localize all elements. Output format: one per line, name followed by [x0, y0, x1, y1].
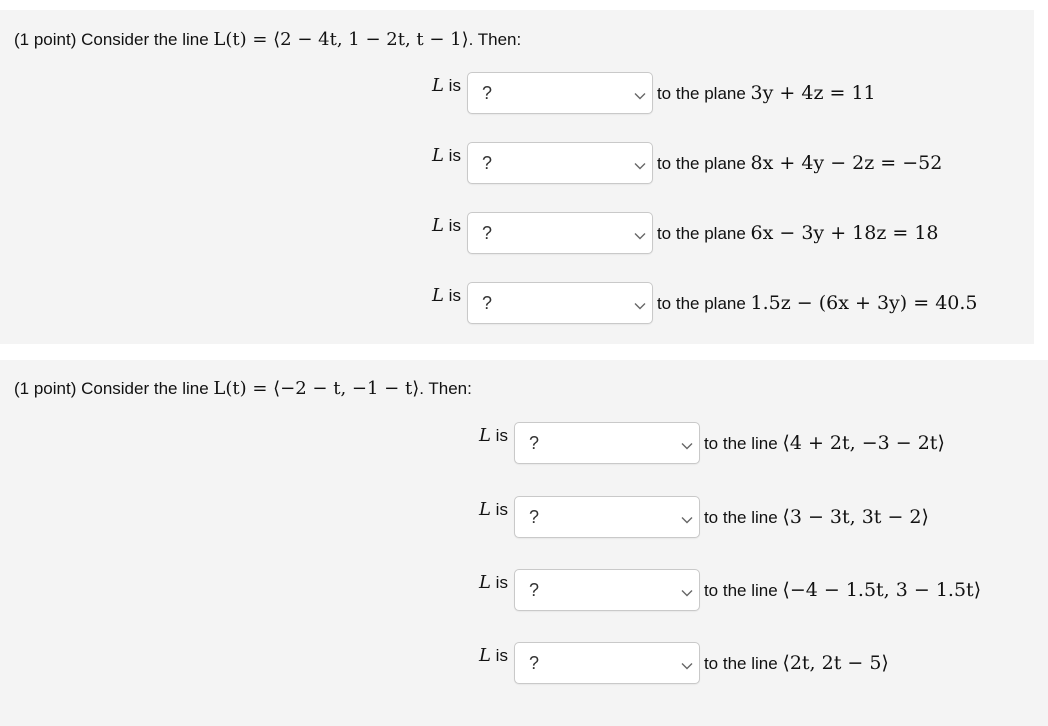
is-text: is [443, 286, 461, 305]
line-symbol: L [479, 645, 491, 666]
row-description [657, 82, 876, 104]
prompt-text: (1 point) Consider the line [14, 30, 214, 49]
chevron-down-icon [681, 584, 693, 592]
description-text: to the plane [656, 224, 751, 243]
row-description [704, 506, 929, 528]
chevron-down-icon [634, 227, 646, 235]
dropdown-value: ? [481, 293, 492, 313]
is-text: is [490, 500, 508, 519]
relation-dropdown[interactable] [467, 212, 653, 254]
row-description [704, 432, 945, 454]
row-label [432, 285, 461, 306]
answer-row [432, 282, 978, 324]
answer-row [432, 212, 939, 254]
line-symbol: L [432, 285, 444, 306]
problem-2-prompt [14, 378, 472, 399]
description-math: 6x − 3y + 18z = 18 [750, 222, 939, 244]
chevron-down-icon [634, 297, 646, 305]
is-text: is [443, 146, 461, 165]
row-description [657, 292, 978, 314]
prompt-math: L(t) = ⟨−2 − t, −1 − t⟩ [213, 378, 420, 399]
row-label [479, 645, 508, 666]
line-symbol: L [479, 499, 491, 520]
description-math: 8x + 4y − 2z = −52 [750, 152, 943, 174]
line-symbol: L [432, 215, 444, 236]
row-label [479, 499, 508, 520]
is-text: is [490, 573, 508, 592]
relation-dropdown[interactable] [514, 569, 700, 611]
description-text: to the plane [656, 84, 751, 103]
description-math: ⟨2t, 2t − 5⟩ [782, 652, 889, 674]
chevron-down-icon [681, 437, 693, 445]
description-text: to the line [703, 434, 783, 453]
row-description [657, 152, 942, 174]
answer-row [479, 569, 981, 611]
description-math: ⟨4 + 2t, −3 − 2t⟩ [782, 432, 945, 454]
row-label [479, 425, 508, 446]
relation-dropdown[interactable] [467, 142, 653, 184]
line-symbol: L [479, 425, 491, 446]
relation-dropdown[interactable] [514, 496, 700, 538]
prompt-math: L(t) = ⟨2 − 4t, 1 − 2t, t − 1⟩ [213, 29, 469, 50]
prompt-suffix: . Then: [419, 379, 472, 398]
problem-1 [0, 10, 1034, 344]
answer-row [432, 142, 942, 184]
dropdown-value: ? [528, 580, 539, 600]
description-text: to the line [703, 508, 783, 527]
description-text: to the plane [656, 294, 751, 313]
description-math: ⟨3 − 3t, 3t − 2⟩ [782, 506, 929, 528]
chevron-down-icon [681, 657, 693, 665]
is-text: is [490, 646, 508, 665]
dropdown-value: ? [528, 433, 539, 453]
prompt-text: (1 point) Consider the line [14, 379, 214, 398]
row-description [704, 579, 981, 601]
row-label [479, 572, 508, 593]
answer-row [479, 422, 945, 464]
dropdown-value: ? [481, 153, 492, 173]
description-text: to the plane [656, 154, 751, 173]
description-text: to the line [703, 581, 783, 600]
row-label [432, 145, 461, 166]
chevron-down-icon [681, 511, 693, 519]
dropdown-value: ? [528, 653, 539, 673]
dropdown-value: ? [481, 83, 492, 103]
chevron-down-icon [634, 87, 646, 95]
description-math: 3y + 4z = 11 [750, 82, 876, 104]
row-label [432, 215, 461, 236]
relation-dropdown[interactable] [467, 282, 653, 324]
relation-dropdown[interactable] [514, 642, 700, 684]
prompt-suffix: . Then: [468, 30, 522, 49]
answer-row [479, 642, 889, 684]
dropdown-value: ? [481, 223, 492, 243]
line-symbol: L [479, 572, 491, 593]
row-description [704, 652, 889, 674]
description-math: ⟨−4 − 1.5t, 3 − 1.5t⟩ [782, 579, 982, 601]
relation-dropdown[interactable] [467, 72, 653, 114]
is-text: is [490, 426, 508, 445]
relation-dropdown[interactable] [514, 422, 700, 464]
is-text: is [443, 76, 461, 95]
row-label [432, 75, 461, 96]
problem-2 [0, 360, 1048, 726]
dropdown-value: ? [528, 507, 539, 527]
problem-1-prompt [14, 29, 521, 50]
row-description [657, 222, 939, 244]
answer-row [432, 72, 876, 114]
description-math: 1.5z − (6x + 3y) = 40.5 [750, 292, 978, 314]
line-symbol: L [432, 145, 444, 166]
answer-row [479, 496, 929, 538]
description-text: to the line [703, 654, 783, 673]
line-symbol: L [432, 75, 444, 96]
is-text: is [443, 216, 461, 235]
chevron-down-icon [634, 157, 646, 165]
